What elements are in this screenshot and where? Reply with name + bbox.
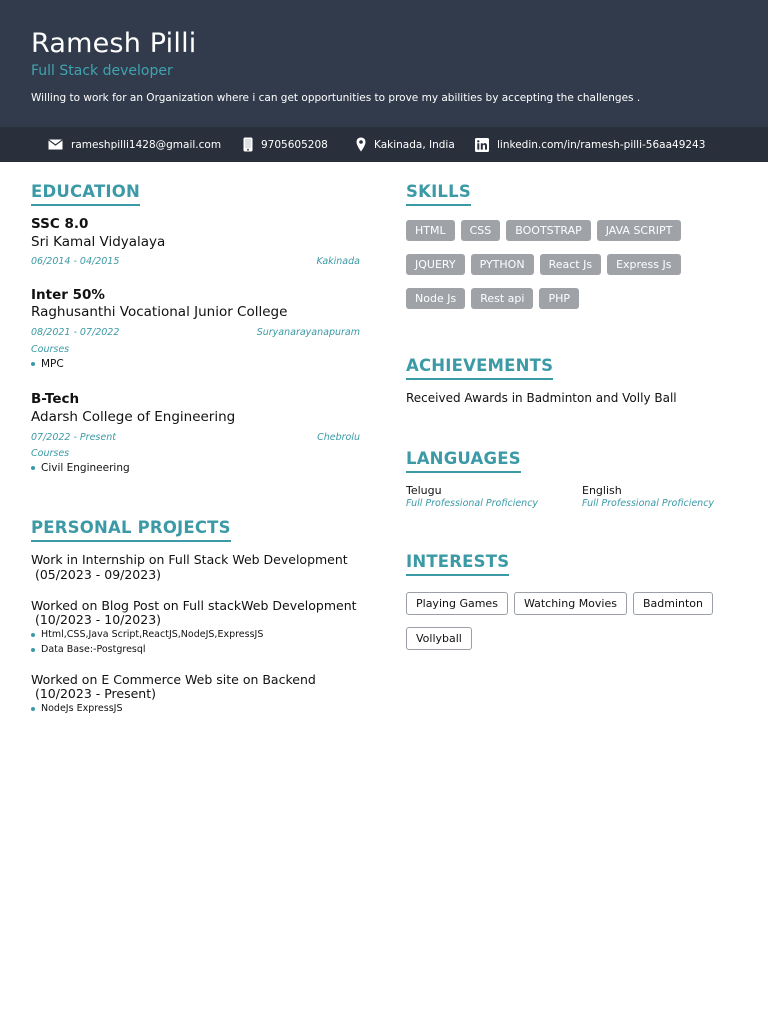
bullet-dot-icon [31, 362, 35, 366]
education-heading: EDUCATION [31, 183, 140, 206]
projects-heading: PERSONAL PROJECTS [31, 519, 231, 542]
education-place: Kakinada [316, 256, 360, 267]
linkedin-text: linkedin.com/in/ramesh-pilli-56aa49243 [497, 138, 706, 151]
bullet-dot-icon [31, 633, 35, 637]
contact-bar [0, 127, 768, 162]
skill-tag: BOOTSTRAP [506, 220, 590, 241]
resume-header [0, 0, 768, 127]
courses-label: Courses [31, 448, 70, 459]
skill-tag: PYTHON [471, 254, 534, 275]
language-level: Full Professional Proficiency [406, 498, 539, 509]
education-school: Adarsh College of Engineering [31, 409, 236, 425]
project-bullet: NodeJs ExpressJS [31, 703, 123, 714]
interests-list [406, 592, 726, 650]
project-dates: (10/2023 - Present) [31, 686, 157, 701]
phone-text: 9705605208 [261, 138, 328, 151]
language-name: Telugu [406, 484, 442, 497]
languages-heading: LANGUAGES [406, 450, 521, 473]
candidate-role: Full Stack developer [31, 63, 173, 79]
interest-tag: Watching Movies [514, 592, 627, 615]
education-school: Sri Kamal Vidyalaya [31, 234, 166, 250]
skill-tag: Express Js [607, 254, 680, 275]
project-bullet: Html,CSS,Java Script,ReactJS,NodeJS,ExpressJS [31, 629, 263, 640]
education-degree: Inter 50% [31, 287, 105, 303]
candidate-name: Ramesh Pilli [31, 28, 197, 59]
education-degree: SSC 8.0 [31, 216, 89, 232]
interest-tag: Vollyball [406, 627, 472, 650]
education-dates: 07/2022 - Present [31, 432, 116, 443]
language-name: English [582, 484, 622, 497]
skill-tag: CSS [461, 220, 501, 241]
education-place: Suryanarayanapuram [256, 327, 360, 338]
achievements-heading: ACHIEVEMENTS [406, 357, 553, 380]
skill-tag: JQUERY [406, 254, 465, 275]
interest-tag: Playing Games [406, 592, 508, 615]
email-text: rameshpilli1428@gmail.com [71, 138, 222, 151]
bullet-dot-icon [31, 707, 35, 711]
skill-tag: PHP [539, 288, 579, 309]
contact-email[interactable] [48, 127, 221, 162]
skill-tag: JAVA SCRIPT [597, 220, 682, 241]
project-dates: (10/2023 - 10/2023) [31, 612, 162, 627]
course-item: MPC [31, 358, 64, 370]
project-title: Worked on Blog Post on Full stackWeb Development [31, 598, 357, 613]
location-pin-icon [356, 137, 366, 152]
project-dates: (05/2023 - 09/2023) [31, 567, 162, 582]
interests-heading: INTERESTS [406, 553, 509, 576]
education-dates: 08/2021 - 07/2022 [31, 327, 120, 338]
achievement-text: Received Awards in Badminton and Volly Ball [406, 391, 677, 405]
course-item: Civil Engineering [31, 462, 130, 474]
contact-linkedin[interactable] [475, 127, 705, 162]
career-objective: Willing to work for an Organization where i can get opportunities to prove my abilities by accepting the challenges . [31, 92, 641, 104]
education-place: Chebrolu [317, 432, 360, 443]
bullet-dot-icon [31, 648, 35, 652]
linkedin-icon [475, 138, 489, 152]
skills-heading: SKILLS [406, 183, 471, 206]
mail-icon [48, 139, 63, 150]
location-text: Kakinada, India [374, 138, 455, 151]
project-title: Worked on E Commerce Web site on Backend [31, 672, 316, 687]
skill-tag: Node Js [406, 288, 465, 309]
language-level: Full Professional Proficiency [582, 498, 715, 509]
interest-tag: Badminton [633, 592, 713, 615]
project-title: Work in Internship on Full Stack Web Development [31, 552, 348, 567]
courses-label: Courses [31, 344, 70, 355]
skill-tag: HTML [406, 220, 455, 241]
education-degree: B-Tech [31, 391, 80, 407]
contact-location [356, 127, 455, 162]
education-school: Raghusanthi Vocational Junior College [31, 304, 288, 320]
skill-tag: Rest api [471, 288, 533, 309]
contact-phone[interactable] [243, 127, 328, 162]
project-bullet: Data Base:-Postgresql [31, 644, 146, 655]
phone-icon [243, 137, 253, 152]
bullet-dot-icon [31, 466, 35, 470]
education-dates: 06/2014 - 04/2015 [31, 256, 120, 267]
skill-tag: React Js [540, 254, 602, 275]
skills-list [406, 220, 726, 309]
